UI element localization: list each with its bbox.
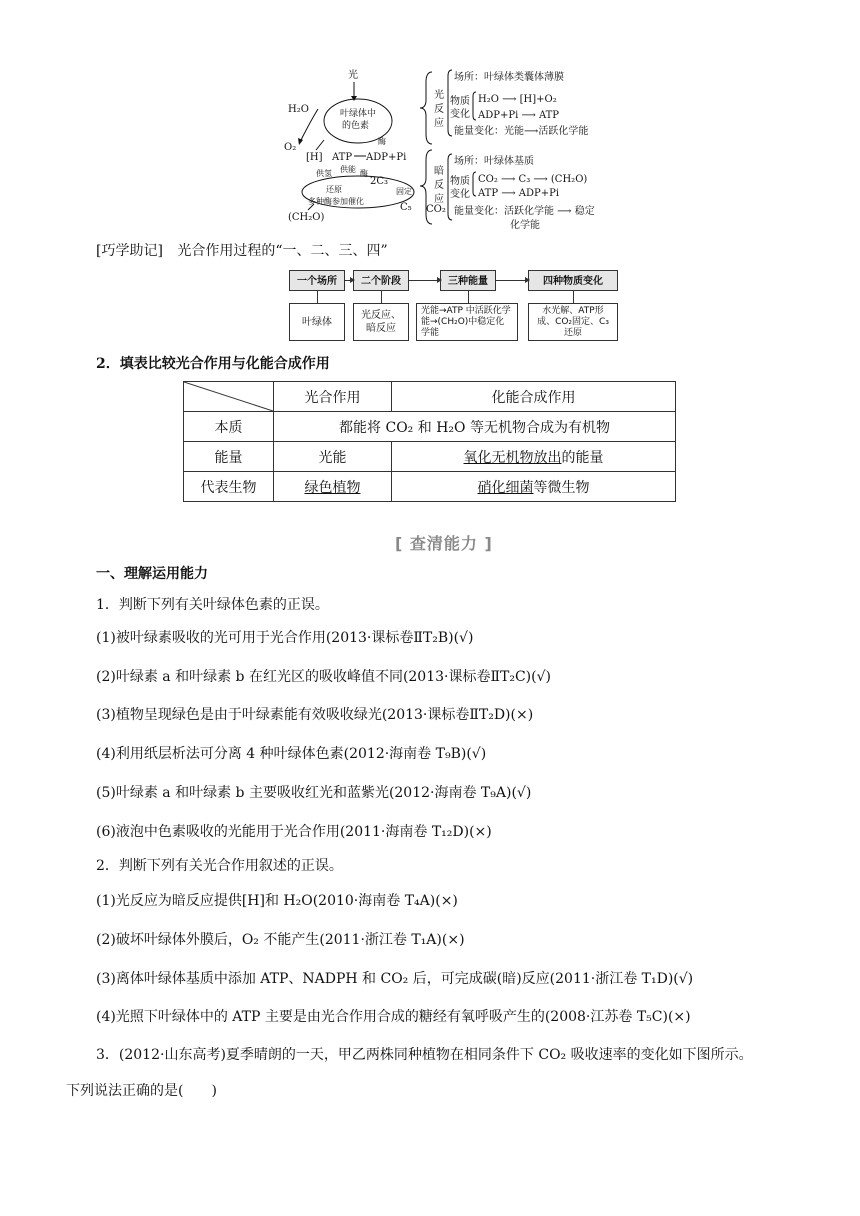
part1-title: 一、理解运用能力 [96, 566, 208, 582]
dark-energy: 能量变化：活跃化学能 ⟶ 稳定 [454, 206, 595, 217]
energy-chemo-underlined: 氧化无机物放出 [463, 449, 562, 466]
table-row-organism-photo [274, 472, 392, 502]
table-row-organism-chemo [392, 472, 676, 502]
table-row-energy-photo: 光能 [274, 442, 392, 472]
flow-body-2: 光反应、暗反应 [353, 303, 409, 341]
q2-item-3: (3)离体叶绿体基质中添加 ATP、NADPH 和 CO₂ 后，可完成碳(暗)反应(2011·浙江卷 T₁D)(√) [96, 971, 694, 987]
pigment-line2: 的色素 [342, 121, 370, 131]
q1-item-5: (5)叶绿素 a 和叶绿素 b 主要吸收红光和蓝紫光(2012·海南卷 T₉A)(√) [96, 785, 532, 801]
flow-head-1: 一个场所 [289, 270, 345, 291]
organism-chemo-underlined: 硝化细菌 [477, 479, 534, 496]
c3-label: 2C₃ [370, 176, 389, 187]
dark-place: 场所：叶绿体基质 [454, 156, 534, 167]
table-header-chemosynthesis: 化能合成作用 [392, 382, 676, 412]
q1-item-3: (3)植物呈现绿色是由于叶绿素能有效吸收绿光(2013·课标卷ⅡT₂D)(×) [96, 707, 534, 723]
q3-line2: 下列说法正确的是( ) [66, 1083, 217, 1099]
table-row-energy-chemo [392, 442, 676, 472]
tip-line [96, 240, 388, 260]
q1-item-1: (1)被叶绿素吸收的光可用于光合作用(2013·课标卷ⅡT₂B)(√) [96, 630, 474, 646]
light-eq1: H₂O ⟶ [H]+O₂ [478, 94, 557, 105]
q1-item-2: (2)叶绿素 a 和叶绿素 b 在红光区的吸收峰值不同(2013·课标卷ⅡT₂C)(√) [96, 669, 551, 685]
h-label: [H] [306, 152, 323, 163]
dark-reaction-char1: 暗 [434, 166, 444, 177]
co2-diagram-label: CO₂ [426, 204, 446, 215]
tip-label: [巧学助记] [96, 243, 163, 259]
dark-matter-2: 变化 [450, 189, 470, 200]
flow-head-4: 四种物质变化 [528, 270, 618, 291]
light-reaction-char2: 反 [434, 104, 444, 115]
reduce-label: 还原 [326, 185, 342, 194]
ch2o-label: (CH₂O) [288, 212, 325, 223]
light-matter-1: 物质 [450, 96, 470, 107]
o2-label: O₂ [284, 142, 297, 153]
enzyme1-label: 酶 [378, 137, 386, 146]
dark-eq2: ATP ⟶ ADP+Pi [478, 188, 560, 199]
dark-eq1: CO₂ ⟶ C₃ ⟶ (CH₂O) [478, 174, 588, 185]
light-eq2: ADP+Pi ⟶ ATP [478, 110, 560, 121]
table-row-essence-label: 本质 [184, 412, 274, 442]
flow-body-3: 光能→ATP 中活跃化学能→(CH₂O)中稳定化学能 [416, 303, 518, 341]
table-header-photosynthesis: 光合作用 [274, 382, 392, 412]
light-energy: 能量变化：光能⟶活跃化学能 [454, 126, 589, 137]
dark-reaction-char3: 应 [434, 194, 444, 205]
organism-chemo-rest: 等微生物 [533, 479, 590, 496]
c5-label: C₅ [400, 202, 412, 213]
atp-label: ATP [332, 152, 353, 163]
light-reaction-char3: 应 [434, 118, 444, 129]
q3-line1: 3．(2012·山东高考)夏季晴朗的一天，甲乙两株同种植物在相同条件下 CO₂ 吸收速率的变化如下图所示。 [96, 1047, 753, 1063]
flow-body-1: 叶绿体 [289, 303, 345, 341]
energy-chemo-rest: 的能量 [561, 449, 604, 466]
table-corner-cell [184, 382, 274, 412]
compare-table [183, 381, 676, 502]
q2-item-4: (4)光照下叶绿体中的 ATP 主要是由光合作用合成的糖经有氧呼吸产生的(2008·江苏卷 T₅C)(×) [96, 1009, 691, 1025]
light-label: 光 [348, 70, 358, 81]
dark-matter-1: 物质 [450, 176, 470, 187]
photosynthesis-diagram [280, 64, 620, 234]
flow-head-3: 三种能量 [440, 270, 496, 291]
multi-enzyme-label: 多种酶参加催化 [308, 197, 364, 206]
pigment-line1: 叶绿体中 [340, 109, 377, 119]
organism-photo-underlined: 绿色植物 [304, 479, 361, 496]
compare-title: 2．填表比较光合作用与化能合成作用 [96, 356, 330, 372]
table-row-essence-value: 都能将 CO₂ 和 H₂O 等无机物合成为有机物 [274, 412, 676, 442]
q1-item-6: (6)液泡中色素吸收的光能用于光合作用(2011·海南卷 T₁₂D)(×) [96, 824, 492, 840]
light-place: 场所：叶绿体类囊体薄膜 [454, 72, 564, 83]
table-row-organism-label: 代表生物 [184, 472, 274, 502]
supply-energy-label: 供能 [340, 165, 356, 174]
supply-h-label: 供氢 [316, 169, 332, 178]
q2-item-2: (2)破坏叶绿体外膜后，O₂ 不能产生(2011·浙江卷 T₁A)(×) [96, 932, 465, 948]
q2-title: 2．判断下列有关光合作用叙述的正误。 [96, 858, 343, 874]
q1-title: 1．判断下列有关叶绿体色素的正误。 [96, 597, 329, 613]
dark-reaction-char2: 反 [434, 180, 444, 191]
enzyme2-label: 酶 [360, 169, 368, 178]
table-row-energy-label: 能量 [184, 442, 274, 472]
dark-energy-2: 化学能 [510, 220, 540, 231]
light-matter-2: 变化 [450, 109, 470, 120]
section-title: [ 查清能力 ] [395, 534, 493, 553]
h2o-label: H₂O [288, 104, 309, 115]
q1-item-4: (4)利用纸层析法可分离 4 种叶绿体色素(2012·海南卷 T₉B)(√) [96, 746, 487, 762]
flow-body-4: 水光解、ATP形成、CO₂固定、C₃还原 [528, 303, 618, 341]
q2-item-1: (1)光反应为暗反应提供[H]和 H₂O(2010·海南卷 T₄A)(×) [96, 893, 458, 909]
adp-label: ADP+Pi [366, 152, 407, 163]
light-reaction-char1: 光 [434, 90, 444, 101]
tip-text: 光合作用过程的“一、二、三、四” [177, 243, 388, 259]
fix-label: 固定 [396, 187, 412, 196]
flow-head-2: 二个阶段 [353, 270, 409, 291]
